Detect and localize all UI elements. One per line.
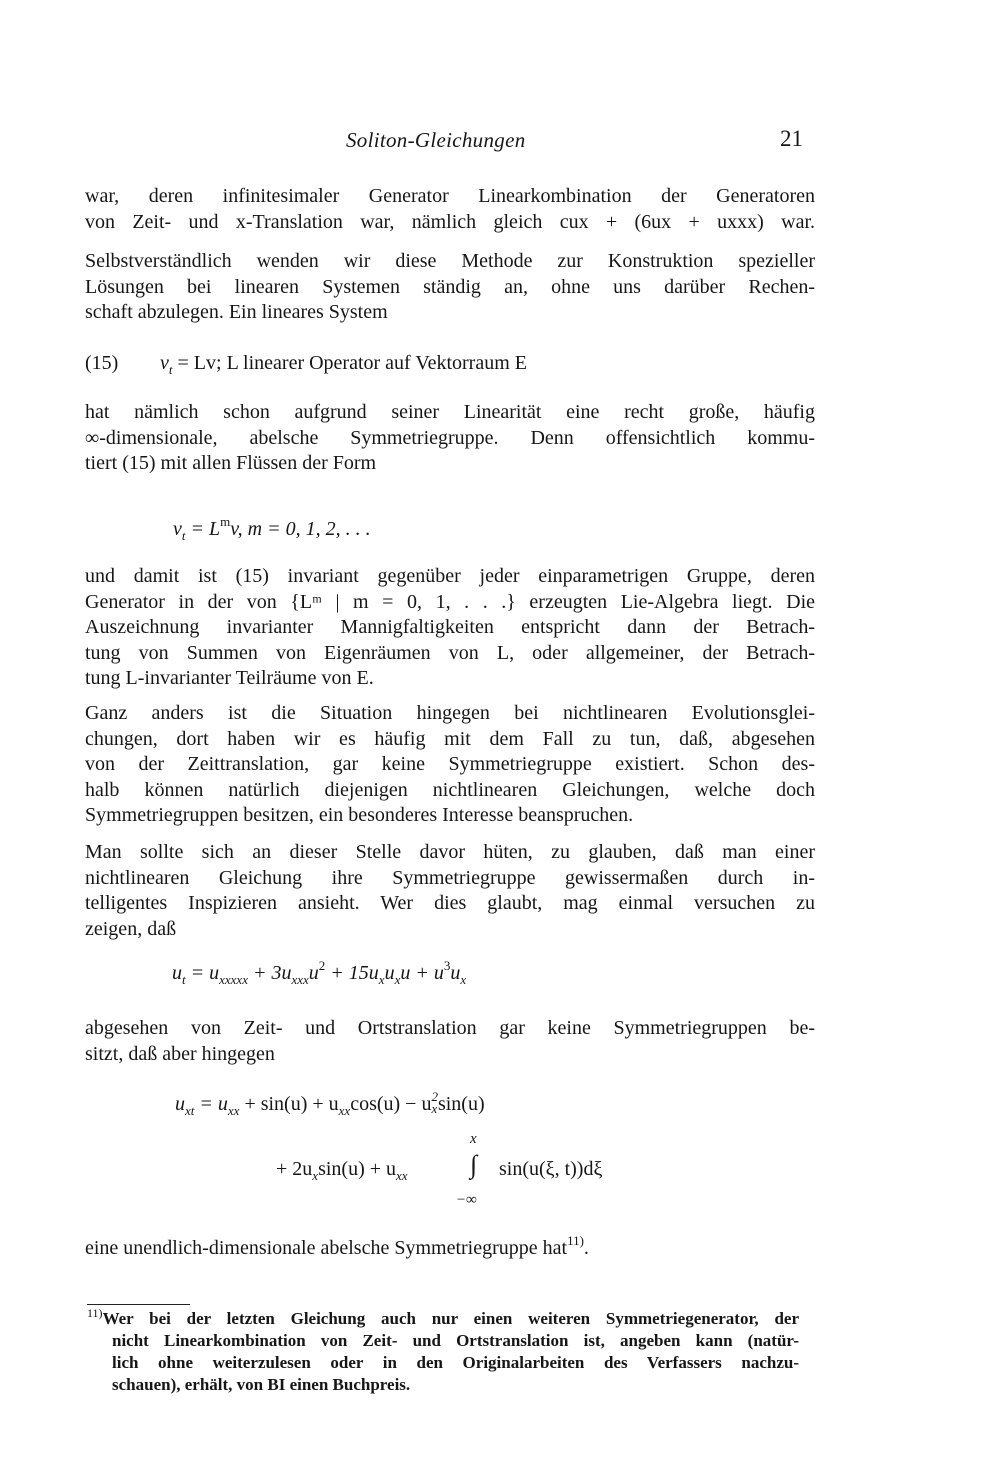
eq-term: u + u — [400, 962, 444, 984]
paragraph-1 — [85, 184, 815, 235]
equation-sine-line-2 — [276, 1158, 408, 1181]
text-line: halb können natürlich diejenigen nichtlinearen Gleichungen, welche doch — [85, 778, 815, 801]
eq-text: = L — [185, 518, 221, 540]
eq-subscript: xx — [396, 1168, 408, 1183]
eq-superscript: m — [220, 514, 231, 529]
eq-term: cos(u) − u — [350, 1093, 432, 1115]
paragraph-8 — [85, 1233, 589, 1260]
text-line: tiert (15) mit allen Flüssen der Form — [85, 452, 377, 474]
paragraph-3 — [85, 400, 815, 477]
footnote-mark: 11) — [87, 1306, 103, 1320]
eq-term: = u — [185, 962, 220, 984]
equation-sine-line-1 — [175, 1089, 485, 1118]
eq-subscript: xx — [227, 1103, 240, 1118]
eq-subscript: xt — [185, 1103, 195, 1118]
eq-superscript: 3 — [443, 958, 451, 973]
text-line: chungen, dort haben wir es häufig mit dem Fall zu tun, daß, abgesehen — [85, 727, 815, 750]
eq-term: + 2u — [276, 1158, 313, 1180]
text-line: von Zeit- und x-Translation war, nämlich gleich cux + (6ux + uxxx) war. — [85, 210, 815, 233]
eq-term: sin(u) + u — [318, 1158, 397, 1180]
text-line: zeigen, daß — [85, 917, 177, 940]
footnote — [87, 1308, 799, 1396]
text-line: eine unendlich-dimensionale abelsche Symmetriegruppe hat — [85, 1237, 568, 1259]
text-line: lich ohne weiterzulesen oder in den Originalarbeiten des Verfassers nachzu- — [112, 1353, 799, 1372]
eq-term: u — [172, 962, 182, 984]
equation-number: (15) — [85, 352, 119, 374]
paragraph-6 — [85, 840, 815, 942]
eq-symbol: v — [160, 352, 169, 374]
running-header-title: Soliton-Gleichungen — [346, 128, 526, 152]
text-line: tung von Summen von Eigenräumen von L, oder allgemeiner, der Betrach- — [85, 641, 815, 664]
eq-symbol: v — [173, 518, 182, 540]
eq-subscript: x — [312, 1168, 319, 1183]
text-line: nichtlinearen Gleichung ihre Symmetriegruppe gewissermaßen durch in- — [85, 866, 815, 889]
eq-subscript: x — [378, 972, 385, 987]
text-line: telligentes Inspizieren ansieht. Wer dies glaubt, mag einmal versuchen zu — [85, 892, 815, 914]
eq-term: u — [175, 1093, 185, 1115]
paragraph-2 — [85, 249, 815, 326]
equation-15 — [85, 352, 527, 375]
eq-subscript: t — [182, 972, 186, 987]
text-line — [87, 1308, 799, 1330]
eq-superscript: 2 — [431, 1089, 438, 1105]
text-line: von der Zeittranslation, gar keine Symmetriegruppe existiert. Schon des- — [85, 753, 815, 775]
eq-subscript: t — [168, 362, 173, 377]
paragraph-5 — [85, 701, 815, 829]
equation-flows — [173, 514, 371, 543]
page-number: 21 — [780, 126, 803, 151]
eq-term: u — [384, 962, 395, 984]
eq-subscript: x — [460, 972, 467, 987]
text-line: hat nämlich schon aufgrund seiner Linearität eine recht große, häufig — [85, 401, 815, 423]
eq-subscript: x — [394, 972, 401, 987]
footnote-reference: 11) — [567, 1233, 584, 1248]
text-line: nicht Linearkombination von Zeit- und Ortstranslation ist, angeben kann (natür- — [112, 1331, 799, 1350]
text-line: Selbstverständlich wenden wir diese Methode zur Konstruktion spezieller — [85, 250, 815, 272]
text-line: war, deren infinitesimaler Generator Linearkombination der Generatoren — [85, 185, 815, 207]
eq-term: u — [308, 962, 319, 984]
text-line: schauen), erhält, von BI einen Buchpreis. — [112, 1375, 411, 1394]
eq-text: v, m = 0, 1, 2, . . . — [230, 518, 371, 540]
integral-sign: ∫ — [470, 1150, 478, 1179]
eq-term: = u — [194, 1093, 228, 1115]
paragraph-7 — [85, 1016, 815, 1067]
eq-term: + 3u — [247, 962, 292, 984]
eq-subscript: xxx — [291, 972, 309, 987]
text-line: Generator in der von {Lᵐ | m = 0, 1, . . .} erzeugten Lie-Algebra liegt. Die — [85, 590, 815, 613]
integral-upper-limit: x — [470, 1131, 477, 1147]
eq-subscript: xx — [338, 1103, 351, 1118]
text-line: Ganz anders ist die Situation hingegen bei nichtlinearen Evolutionsglei- — [85, 702, 815, 724]
eq-superscript: 2 — [318, 958, 326, 973]
integral-integrand: sin(u(ξ, t))dξ — [499, 1158, 603, 1180]
integral-lower-limit: −∞ — [456, 1192, 477, 1208]
text-line: Symmetriegruppen besitzen, ein besonderes Interesse beanspruchen. — [85, 804, 634, 826]
text-line: Man sollte sich an dieser Stelle davor hüten, zu glauben, daß man einer — [85, 841, 815, 863]
eq-subscript: x — [431, 1101, 438, 1117]
text-line: ∞-dimensionale, abelsche Symmetriegruppe. Denn offensichtlich kommu- — [85, 426, 815, 449]
eq-subscript: xxxxx — [219, 972, 248, 987]
footnote-text: Wer bei der letzten Gleichung auch nur einen weiteren Symmetriegenerator, der — [102, 1309, 799, 1328]
footnote-rule — [87, 1304, 190, 1305]
text-line: und damit ist (15) invariant gegenüber jeder einparametrigen Gruppe, deren — [85, 565, 815, 587]
text-line: tung L-invarianter Teilräume von E. — [85, 667, 374, 689]
text-line: Lösungen bei linearen Systemen ständig an, ohne uns darüber Rechen- — [85, 275, 815, 298]
eq-text: = Lv; L linearer Operator auf Vektorraum E — [172, 352, 527, 374]
text-line: sitzt, daß aber hingegen — [85, 1042, 275, 1065]
eq-subscript: t — [181, 528, 186, 543]
text-line: abgesehen von Zeit- und Ortstranslation gar keine Symmetriegruppen be- — [85, 1017, 815, 1039]
equation-fifth-order — [172, 958, 467, 987]
paragraph-4 — [85, 564, 815, 692]
text-line: schaft abzulegen. Ein lineares System — [85, 301, 388, 323]
eq-term: + sin(u) + u — [239, 1093, 339, 1115]
eq-term: u — [450, 962, 461, 984]
sentence-end: . — [583, 1237, 589, 1259]
eq-term: + 15u — [325, 962, 379, 984]
eq-term: sin(u) — [437, 1093, 485, 1115]
text-line: Auszeichnung invarianter Mannigfaltigkeiten entspricht dann der Betrach- — [85, 616, 815, 638]
